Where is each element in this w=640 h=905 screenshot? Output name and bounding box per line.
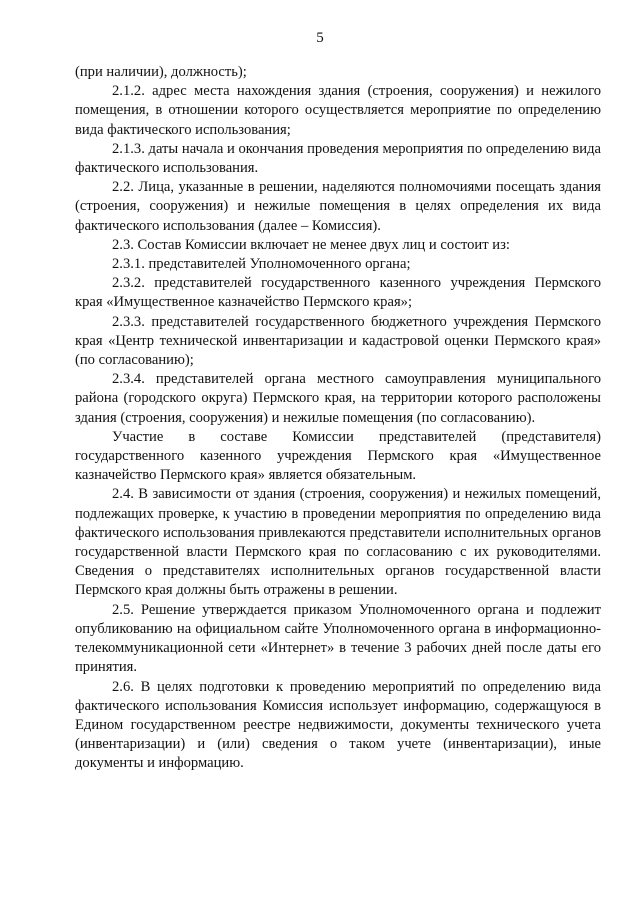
paragraph-2-2: 2.2. Лица, указанные в решении, наделяются полномочиями посещать здания (строения, сооружения) и нежилые помещения в целях определения их вида фактического использования (далее – Комиссия). bbox=[75, 179, 601, 234]
document-body bbox=[75, 63, 601, 774]
paragraph-2-1-3: 2.1.3. даты начала и окончания проведения мероприятия по определению вида фактического использования. bbox=[75, 140, 601, 177]
paragraph-2-3-3: 2.3.3. представителей государственного бюджетного учреждения Пермского края «Центр технической инвентаризации и кадастровой оценки Пермского края» (по согласованию); bbox=[75, 313, 601, 369]
paragraph-2-3-2: 2.3.2. представителей государственного казенного учреждения Пермского края «Имущественное казначейство Пермского края»; bbox=[75, 275, 601, 311]
paragraph-participation: Участие в составе Комиссии представителей (представителя) государственного казенного учреждения Пермского края «Имущественное казначейство Пермского края» является обязательным. bbox=[75, 428, 601, 484]
paragraph-2-3: 2.3. Состав Комиссии включает не менее двух лиц и состоит из: bbox=[112, 236, 510, 253]
paragraph-2-5: 2.5. Решение утверждается приказом Уполномоченного органа и подлежит опубликованию на официальном сайте Уполномоченного органа в информационно-телекоммуникационной сети «Интернет» в течение 3 рабочих дней после даты его принятия. bbox=[75, 601, 601, 676]
paragraph-2-4: 2.4. В зависимости от здания (строения, сооружения) и нежилых помещений, подлежащих проверке, к участию в проведении мероприятия по определению вида фактического использования привлекаются представители исполнительных органов государственной власти Пермского края по согласованию с их руководителями. Сведения о представителях исполнительных органов государственной власти Пермского края должны быть отражены в решении. bbox=[75, 486, 601, 599]
paragraph-continuation: (при наличии), должность); bbox=[75, 64, 247, 80]
page-number: 5 bbox=[316, 30, 324, 46]
paragraph-2-1-2: 2.1.2. адрес места нахождения здания (строения, сооружения) и нежилого помещения, в отношении которого осуществляется мероприятие по определению вида фактического использования; bbox=[75, 83, 601, 138]
paragraph-2-3-1: 2.3.1. представителей Уполномоченного органа; bbox=[112, 256, 411, 273]
paragraph-2-6: 2.6. В целях подготовки к проведению мероприятий по определению вида фактического использования Комиссия использует информацию, содержащуюся в Едином государственном реестре недвижимости, документы технического учета (инвентаризации) и (или) сведения о таком учете (инвентаризации), иные документы и информацию. bbox=[75, 678, 601, 772]
paragraph-2-3-4: 2.3.4. представителей органа местного самоуправления муниципального района (городского округа) Пермского края, на территории которого расположены здания (строения, сооружения) и нежилые помещения (по согласованию). bbox=[75, 371, 601, 426]
